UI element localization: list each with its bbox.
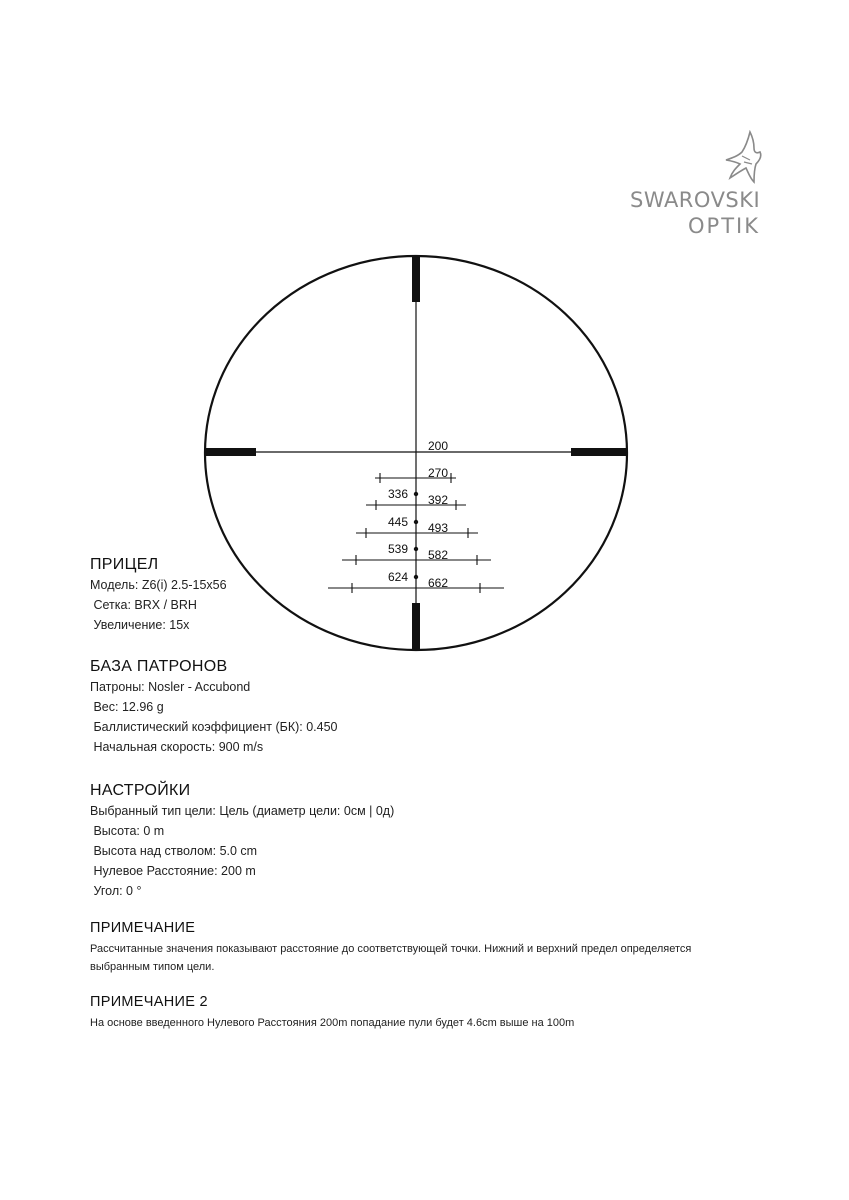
scope-section [90,556,227,635]
hold-label-right: 582 [428,548,449,562]
note2-title: ПРИМЕЧАНИЕ 2 [90,994,208,1010]
hold-label-right: 392 [428,493,449,507]
hold-dot [414,575,418,579]
settings-sight-height: Высота над стволом: 5.0 cm [90,844,258,858]
note1-section [90,920,750,976]
left-post [205,448,256,456]
hold-label-right: 493 [428,521,449,535]
zero-distance-label: 200 [428,439,449,453]
settings-zero-distance: Нулевое Расстояние: 200 m [90,864,256,878]
logo-text-optik: OPTIK [688,214,760,238]
note2-text: На основе введенного Нулевого Расстояния 200m попадание пули будет 4.6cm выше на 100m [90,1017,575,1029]
hold-label-left: 336 [387,487,408,501]
ammo-section [90,658,338,757]
ammo-cartridge: Патроны: Nosler - Accubond [90,680,251,694]
hold-label-left: 539 [387,542,408,556]
logo-text-brand: SWAROVSKI [630,188,761,212]
settings-altitude: Высота: 0 m [90,824,165,838]
top-post [412,257,420,302]
right-post [571,448,626,456]
ammo-weight: Вес: 12.96 g [90,700,164,714]
settings-title: НАСТРОЙКИ [90,782,191,799]
hold-label-left: 445 [387,515,408,529]
settings-angle: Угол: 0 ° [90,884,142,898]
note2-section [90,994,750,1032]
hold-dot [414,492,418,496]
note1-title: ПРИМЕЧАНИЕ [90,920,196,936]
hold-dot [414,547,418,551]
hold-label-right: 662 [428,576,449,590]
scope-reticle: Сетка: BRX / BRH [90,598,197,612]
bottom-post [412,603,420,649]
scope-magnification: Увеличение: 15x [90,618,190,632]
ammo-velocity: Начальная скорость: 900 m/s [90,740,264,754]
ammo-bc: Баллистический коэффициент (БК): 0.450 [90,720,338,734]
settings-section [90,782,394,901]
scope-title: ПРИЦЕЛ [90,556,159,573]
scope-model: Модель: Z6(i) 2.5-15x56 [90,578,227,592]
ammo-title: БАЗА ПАТРОНОВ [90,658,228,675]
hold-dot [414,520,418,524]
hold-label-left: 624 [387,570,408,584]
note1-text: Рассчитанные значения показывают расстояние до соответствующей точки. Нижний и верхний предел определяется выбранным типом цели. [90,943,692,973]
settings-target-type: Выбранный тип цели: Цель (диаметр цели: 0см | 0д) [90,804,395,818]
hold-label-right: 270 [428,466,449,480]
